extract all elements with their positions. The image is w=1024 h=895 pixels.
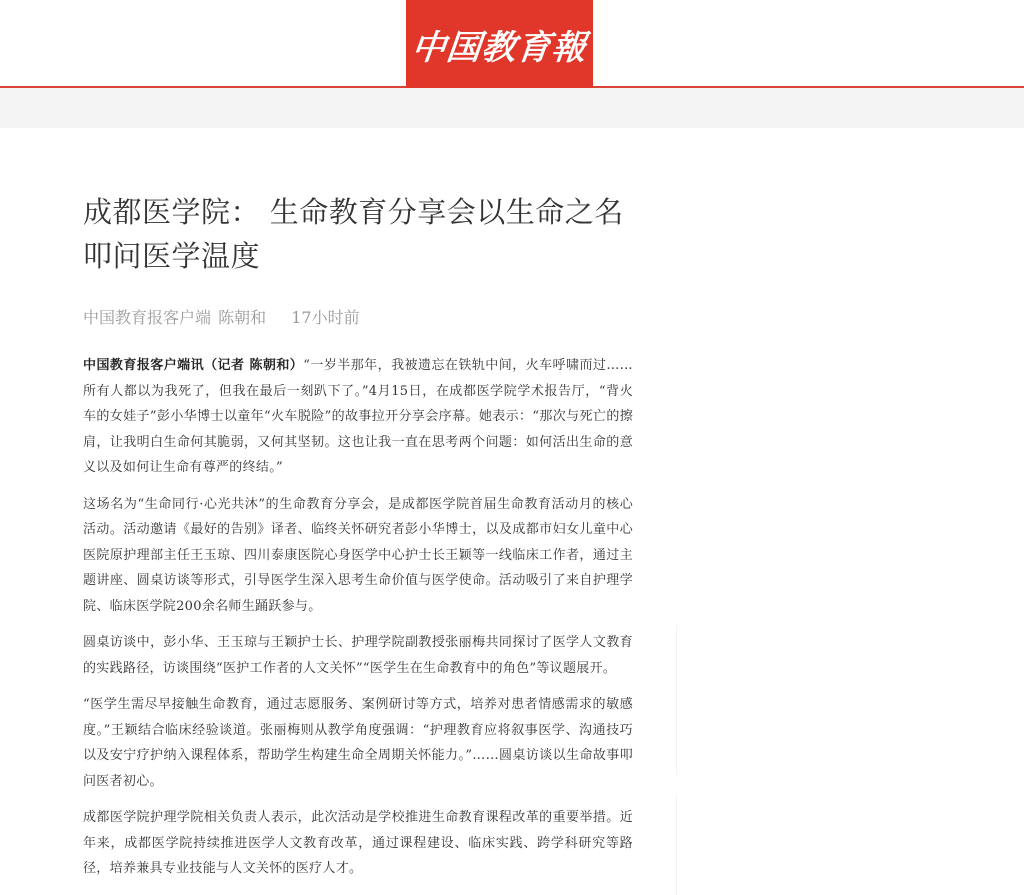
article-time: 17小时前 bbox=[291, 308, 360, 327]
article-meta bbox=[83, 306, 633, 330]
site-header bbox=[0, 0, 1024, 88]
paragraph-text: “一岁半那年，我被遗忘在铁轨中间，火车呼啸而过……所有人都以为我死了，但我在最后一刻趴下了。”4月15日，在成都医学院学术报告厅，“背火车的女娃子”彭小华博士以童年“火车脱险”的故事拉开分享会序幕。她表示：“那次与死亡的擦肩，让我明白生命何其脆弱，又何其坚韧。这也让我一直在思考两个问题：如何活出生命的意义以及如何让生命有尊严的终结。” bbox=[83, 358, 633, 475]
lead-label: 中国教育报客户端讯（记者 陈朝和） bbox=[83, 358, 304, 373]
header-band bbox=[0, 88, 1024, 128]
article-paragraph: “医学生需尽早接触生命教育，通过志愿服务、案例研讨等方式，培养对患者情感需求的敏感度。”王颖结合临床经验谈道。张丽梅则从教学角度强调：“护理教育应将叙事医学、沟通技巧以及安宁疗护纳入课程体系，帮助学生构建生命全周期关怀能力。”……圆桌访谈以生命故事叩问医者初心。 bbox=[83, 697, 633, 789]
divider bbox=[676, 625, 677, 775]
logo-text: 中国教育報 bbox=[409, 27, 589, 68]
article-author: 陈朝和 bbox=[218, 308, 267, 327]
divider bbox=[676, 795, 677, 895]
article-body bbox=[83, 353, 633, 882]
article-paragraph: 圆桌访谈中，彭小华、王玉琼与王颖护士长、护理学院副教授张丽梅共同探讨了医学人文教育的实践路径，访谈围绕“医护工作者的人文关怀”“医学生在生命教育中的角色”等议题展开。 bbox=[83, 635, 633, 676]
article-paragraph bbox=[83, 353, 633, 481]
article bbox=[83, 190, 633, 893]
article-paragraph: 成都医学院护理学院相关负责人表示，此次活动是学校推进生命教育课程改革的重要举措。近年来，成都医学院持续推进医学人文教育改革，通过课程建设、临床实践、跨学科研究等路径，培养兼具专业技能与人文关怀的医疗人才。 bbox=[83, 810, 633, 876]
site-logo[interactable] bbox=[406, 0, 593, 88]
article-source: 中国教育报客户端 bbox=[83, 308, 212, 327]
article-title: 成都医学院： 生命教育分享会以生命之名叩问医学温度 bbox=[83, 195, 624, 273]
article-paragraph: 这场名为“生命同行·心光共沐”的生命教育分享会，是成都医学院首届生命教育活动月的核心活动。活动邀请《最好的告别》译者、临终关怀研究者彭小华博士，以及成都市妇女儿童中心医院原护理部主任王玉琼、四川泰康医院心身医学中心护士长王颖等一线临床工作者，通过主题讲座、圆桌访谈等形式，引导医学生深入思考生命价值与医学使命。活动吸引了来自护理学院、临床医学院200余名师生踊跃参与。 bbox=[83, 496, 633, 614]
